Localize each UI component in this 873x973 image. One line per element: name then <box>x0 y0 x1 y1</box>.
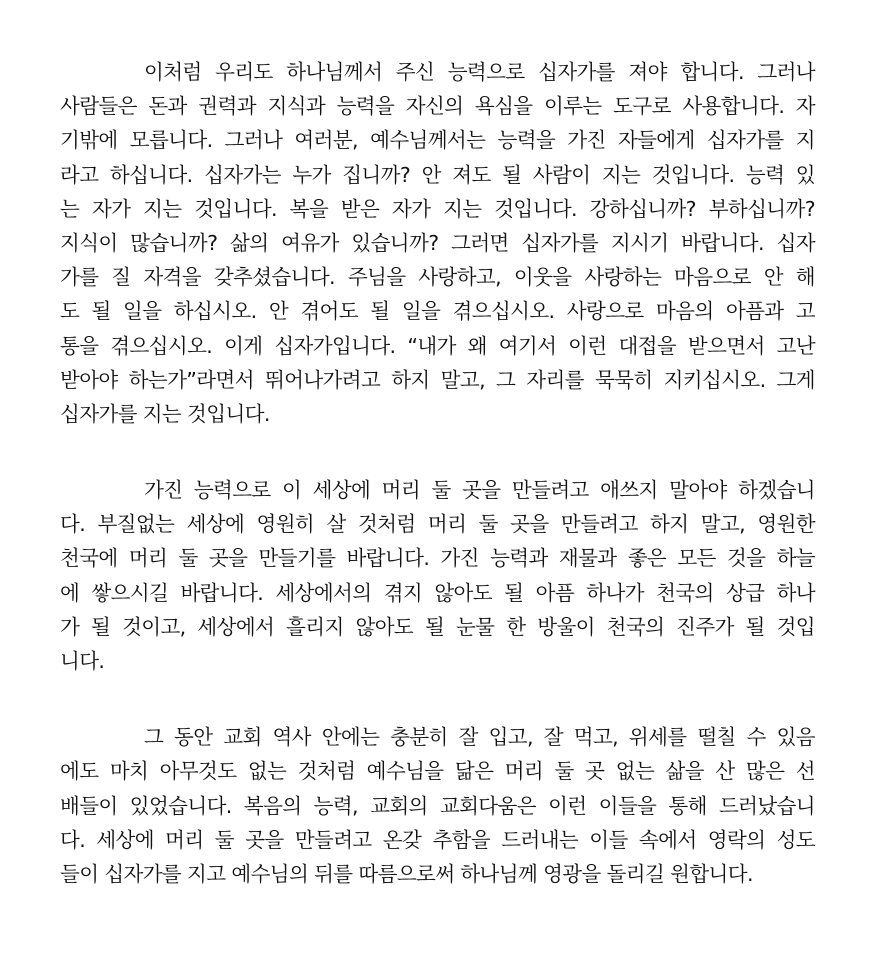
text-line: 지식이 많습니까? 삶의 여유가 있습니까? 그러면 십자가를 지시기 바랍니다. 십자 <box>60 230 815 255</box>
document-page <box>60 55 815 891</box>
text-line: 다. 세상에 머리 둘 곳을 만들려고 온갖 추함을 드러내는 이들 속에서 영락의 성도 <box>60 827 815 852</box>
text-line: 배들이 있었습니다. 복음의 능력, 교회의 교회다움은 이런 이들을 통해 드러났습니 <box>60 793 815 818</box>
text-line: 십자가를 지는 것입니다. <box>60 401 270 426</box>
paragraph-gap <box>60 678 815 720</box>
text-line: 통을 겪으십시오. 이게 십자가입니다. “내가 왜 여기서 이런 대접을 받으면서 고난 <box>60 333 815 358</box>
paragraph-2 <box>60 473 815 678</box>
text-line: 가진 능력으로 이 세상에 머리 둘 곳을 만들려고 애쓰지 말아야 하겠습니 <box>144 478 815 503</box>
text-line: 그 동안 교회 역사 안에는 충분히 잘 입고, 잘 먹고, 위세를 떨칠 수 있음 <box>144 725 815 750</box>
text-line: 사람들은 돈과 권력과 지식과 능력을 자신의 욕심을 이루는 도구로 사용합니다. 자 <box>60 94 815 119</box>
text-line: 가 될 것이고, 세상에서 흘리지 않아도 될 눈물 한 방울이 천국의 진주가 될 것입 <box>60 614 815 639</box>
text-line: 가를 질 자격을 갖추셨습니다. 주님을 사랑하고, 이웃을 사랑하는 마음으로 안 해 <box>60 265 815 290</box>
text-line: 에도 마치 아무것도 없는 것처럼 예수님을 닮은 머리 둘 곳 없는 삶을 산 많은 선 <box>60 759 815 784</box>
paragraph-gap <box>60 431 815 473</box>
text-line: 받아야 하는가”라면서 뛰어나가려고 하지 말고, 그 자리를 묵묵히 지키십시오. 그게 <box>60 367 815 392</box>
text-line: 니다. <box>60 649 105 673</box>
paragraph-3 <box>60 720 815 891</box>
text-line: 천국에 머리 둘 곳을 만들기를 바랍니다. 가진 능력과 재물과 좋은 모든 것을 하늘 <box>60 546 815 571</box>
text-line: 들이 십자가를 지고 예수님의 뒤를 따름으로써 하나님께 영광을 돌리길 원합니다. <box>60 861 753 886</box>
text-line: 는 자가 지는 것입니다. 복을 받은 자가 지는 것입니다. 강하십니까? 부하십니까? <box>60 196 815 221</box>
text-line: 에 쌓으시길 바랍니다. 세상에서의 겪지 않아도 될 아픔 하나가 천국의 상급 하나 <box>60 580 815 605</box>
text-line: 라고 하십니다. 십자가는 누가 집니까? 안 져도 될 사람이 지는 것입니다. 능력 있 <box>60 162 815 187</box>
paragraph-1 <box>60 55 815 431</box>
text-line: 기밖에 모릅니다. 그러나 여러분, 예수님께서는 능력을 가진 자들에게 십자가를 지 <box>60 128 815 153</box>
text-line: 이처럼 우리도 하나님께서 주신 능력으로 십자가를 져야 합니다. 그러나 <box>144 60 815 84</box>
text-line: 도 될 일을 하십시오. 안 겪어도 될 일을 겪으십시오. 사랑으로 마음의 아픔과 고 <box>60 299 815 324</box>
text-line: 다. 부질없는 세상에 영원히 살 것처럼 머리 둘 곳을 만들려고 하지 말고, 영원한 <box>60 512 815 537</box>
